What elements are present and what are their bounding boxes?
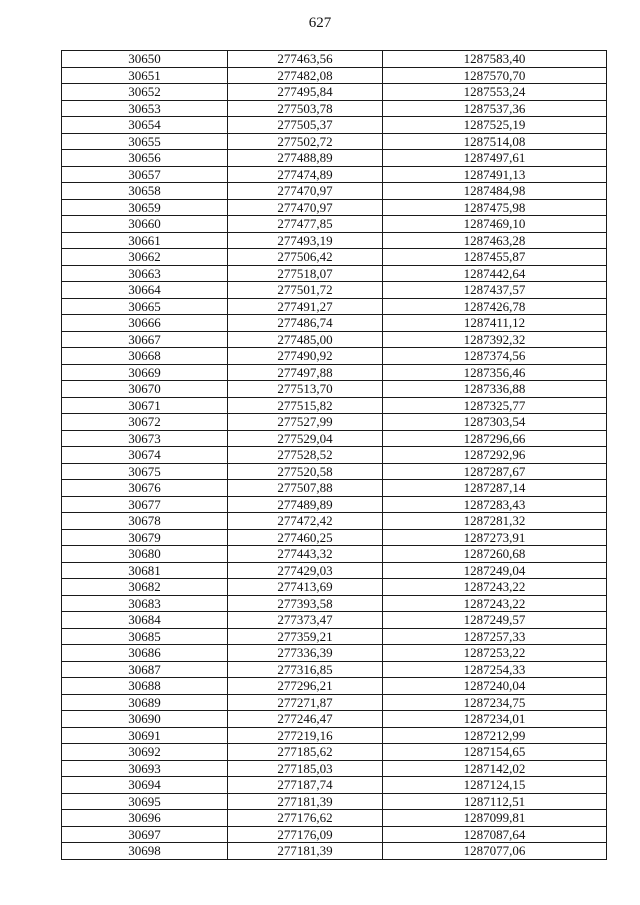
- table-row: [62, 529, 607, 546]
- coordinates-table-body: [62, 51, 607, 860]
- x-coordinate-cell: 277443,32: [228, 546, 383, 563]
- x-coordinate-cell: 277482,08: [228, 67, 383, 84]
- y-coordinate-cell: 1287283,43: [383, 496, 607, 513]
- x-coordinate-cell: 277477,85: [228, 216, 383, 233]
- x-coordinate-cell: 277502,72: [228, 133, 383, 150]
- x-coordinate-cell: 277491,27: [228, 298, 383, 315]
- table-row: [62, 645, 607, 662]
- y-coordinate-cell: 1287234,01: [383, 711, 607, 728]
- point-number-cell: 30667: [62, 331, 228, 348]
- x-coordinate-cell: 277518,07: [228, 265, 383, 282]
- x-coordinate-cell: 277485,00: [228, 331, 383, 348]
- y-coordinate-cell: 1287124,15: [383, 777, 607, 794]
- x-coordinate-cell: 277513,70: [228, 381, 383, 398]
- x-coordinate-cell: 277271,87: [228, 694, 383, 711]
- x-coordinate-cell: 277359,21: [228, 628, 383, 645]
- y-coordinate-cell: 1287154,65: [383, 744, 607, 761]
- y-coordinate-cell: 1287281,32: [383, 513, 607, 530]
- x-coordinate-cell: 277503,78: [228, 100, 383, 117]
- table-row: [62, 579, 607, 596]
- table-row: [62, 463, 607, 480]
- y-coordinate-cell: 1287287,14: [383, 480, 607, 497]
- x-coordinate-cell: 277187,74: [228, 777, 383, 794]
- table-row: [62, 298, 607, 315]
- y-coordinate-cell: 1287234,75: [383, 694, 607, 711]
- y-coordinate-cell: 1287292,96: [383, 447, 607, 464]
- coordinates-table: [61, 50, 607, 860]
- y-coordinate-cell: 1287240,04: [383, 678, 607, 695]
- point-number-cell: 30678: [62, 513, 228, 530]
- point-number-cell: 30665: [62, 298, 228, 315]
- table-row: [62, 777, 607, 794]
- y-coordinate-cell: 1287249,57: [383, 612, 607, 629]
- y-coordinate-cell: 1287087,64: [383, 826, 607, 843]
- y-coordinate-cell: 1287442,64: [383, 265, 607, 282]
- y-coordinate-cell: 1287253,22: [383, 645, 607, 662]
- point-number-cell: 30661: [62, 232, 228, 249]
- table-row: [62, 843, 607, 860]
- table-row: [62, 430, 607, 447]
- x-coordinate-cell: 277470,97: [228, 199, 383, 216]
- table-row: [62, 348, 607, 365]
- point-number-cell: 30651: [62, 67, 228, 84]
- y-coordinate-cell: 1287455,87: [383, 249, 607, 266]
- point-number-cell: 30676: [62, 480, 228, 497]
- table-row: [62, 711, 607, 728]
- table-row: [62, 447, 607, 464]
- table-row: [62, 826, 607, 843]
- point-number-cell: 30654: [62, 117, 228, 134]
- point-number-cell: 30691: [62, 727, 228, 744]
- page-number: 627: [308, 15, 332, 31]
- x-coordinate-cell: 277527,99: [228, 414, 383, 431]
- y-coordinate-cell: 1287273,91: [383, 529, 607, 546]
- table-row: [62, 397, 607, 414]
- table-row: [62, 595, 607, 612]
- table-row: [62, 315, 607, 332]
- y-coordinate-cell: 1287537,36: [383, 100, 607, 117]
- table-row: [62, 562, 607, 579]
- table-row: [62, 100, 607, 117]
- point-number-cell: 30689: [62, 694, 228, 711]
- table-row: [62, 67, 607, 84]
- point-number-cell: 30658: [62, 183, 228, 200]
- x-coordinate-cell: 277176,62: [228, 810, 383, 827]
- table-row: [62, 678, 607, 695]
- y-coordinate-cell: 1287260,68: [383, 546, 607, 563]
- point-number-cell: 30650: [62, 51, 228, 68]
- point-number-cell: 30692: [62, 744, 228, 761]
- point-number-cell: 30685: [62, 628, 228, 645]
- y-coordinate-cell: 1287411,12: [383, 315, 607, 332]
- y-coordinate-cell: 1287583,40: [383, 51, 607, 68]
- x-coordinate-cell: 277506,42: [228, 249, 383, 266]
- point-number-cell: 30659: [62, 199, 228, 216]
- y-coordinate-cell: 1287463,28: [383, 232, 607, 249]
- x-coordinate-cell: 277520,58: [228, 463, 383, 480]
- point-number-cell: 30681: [62, 562, 228, 579]
- x-coordinate-cell: 277429,03: [228, 562, 383, 579]
- y-coordinate-cell: 1287553,24: [383, 84, 607, 101]
- x-coordinate-cell: 277246,47: [228, 711, 383, 728]
- x-coordinate-cell: 277176,09: [228, 826, 383, 843]
- point-number-cell: 30693: [62, 760, 228, 777]
- point-number-cell: 30688: [62, 678, 228, 695]
- x-coordinate-cell: 277490,92: [228, 348, 383, 365]
- y-coordinate-cell: 1287303,54: [383, 414, 607, 431]
- y-coordinate-cell: 1287212,99: [383, 727, 607, 744]
- table-row: [62, 364, 607, 381]
- y-coordinate-cell: 1287491,13: [383, 166, 607, 183]
- point-number-cell: 30653: [62, 100, 228, 117]
- y-coordinate-cell: 1287077,06: [383, 843, 607, 860]
- x-coordinate-cell: 277373,47: [228, 612, 383, 629]
- x-coordinate-cell: 277336,39: [228, 645, 383, 662]
- table-row: [62, 414, 607, 431]
- x-coordinate-cell: 277497,88: [228, 364, 383, 381]
- table-row: [62, 661, 607, 678]
- table-row: [62, 727, 607, 744]
- point-number-cell: 30682: [62, 579, 228, 596]
- x-coordinate-cell: 277495,84: [228, 84, 383, 101]
- x-coordinate-cell: 277528,52: [228, 447, 383, 464]
- point-number-cell: 30683: [62, 595, 228, 612]
- y-coordinate-cell: 1287356,46: [383, 364, 607, 381]
- y-coordinate-cell: 1287325,77: [383, 397, 607, 414]
- x-coordinate-cell: 277488,89: [228, 150, 383, 167]
- y-coordinate-cell: 1287469,10: [383, 216, 607, 233]
- y-coordinate-cell: 1287243,22: [383, 579, 607, 596]
- point-number-cell: 30696: [62, 810, 228, 827]
- table-row: [62, 496, 607, 513]
- x-coordinate-cell: 277486,74: [228, 315, 383, 332]
- point-number-cell: 30679: [62, 529, 228, 546]
- table-row: [62, 133, 607, 150]
- x-coordinate-cell: 277181,39: [228, 843, 383, 860]
- point-number-cell: 30669: [62, 364, 228, 381]
- table-row: [62, 513, 607, 530]
- table-row: [62, 381, 607, 398]
- point-number-cell: 30671: [62, 397, 228, 414]
- x-coordinate-cell: 277474,89: [228, 166, 383, 183]
- x-coordinate-cell: 277515,82: [228, 397, 383, 414]
- x-coordinate-cell: 277472,42: [228, 513, 383, 530]
- y-coordinate-cell: 1287497,61: [383, 150, 607, 167]
- point-number-cell: 30664: [62, 282, 228, 299]
- y-coordinate-cell: 1287243,22: [383, 595, 607, 612]
- table-row: [62, 810, 607, 827]
- point-number-cell: 30672: [62, 414, 228, 431]
- table-row: [62, 628, 607, 645]
- table-row: [62, 265, 607, 282]
- point-number-cell: 30656: [62, 150, 228, 167]
- x-coordinate-cell: 277185,03: [228, 760, 383, 777]
- y-coordinate-cell: 1287142,02: [383, 760, 607, 777]
- table-row: [62, 331, 607, 348]
- x-coordinate-cell: 277507,88: [228, 480, 383, 497]
- y-coordinate-cell: 1287374,56: [383, 348, 607, 365]
- point-number-cell: 30673: [62, 430, 228, 447]
- table-row: [62, 166, 607, 183]
- y-coordinate-cell: 1287525,19: [383, 117, 607, 134]
- y-coordinate-cell: 1287296,66: [383, 430, 607, 447]
- point-number-cell: 30698: [62, 843, 228, 860]
- x-coordinate-cell: 277219,16: [228, 727, 383, 744]
- table-row: [62, 744, 607, 761]
- table-row: [62, 612, 607, 629]
- y-coordinate-cell: 1287254,33: [383, 661, 607, 678]
- table-row: [62, 282, 607, 299]
- point-number-cell: 30690: [62, 711, 228, 728]
- table-row: [62, 199, 607, 216]
- point-number-cell: 30652: [62, 84, 228, 101]
- table-row: [62, 183, 607, 200]
- x-coordinate-cell: 277501,72: [228, 282, 383, 299]
- table-row: [62, 249, 607, 266]
- x-coordinate-cell: 277489,89: [228, 496, 383, 513]
- y-coordinate-cell: 1287112,51: [383, 793, 607, 810]
- point-number-cell: 30680: [62, 546, 228, 563]
- x-coordinate-cell: 277185,62: [228, 744, 383, 761]
- table-row: [62, 150, 607, 167]
- y-coordinate-cell: 1287484,98: [383, 183, 607, 200]
- point-number-cell: 30657: [62, 166, 228, 183]
- point-number-cell: 30663: [62, 265, 228, 282]
- table-row: [62, 480, 607, 497]
- table-row: [62, 546, 607, 563]
- table-row: [62, 51, 607, 68]
- y-coordinate-cell: 1287249,04: [383, 562, 607, 579]
- point-number-cell: 30684: [62, 612, 228, 629]
- x-coordinate-cell: 277181,39: [228, 793, 383, 810]
- point-number-cell: 30668: [62, 348, 228, 365]
- point-number-cell: 30695: [62, 793, 228, 810]
- point-number-cell: 30674: [62, 447, 228, 464]
- point-number-cell: 30677: [62, 496, 228, 513]
- table-row: [62, 793, 607, 810]
- point-number-cell: 30675: [62, 463, 228, 480]
- x-coordinate-cell: 277296,21: [228, 678, 383, 695]
- y-coordinate-cell: 1287426,78: [383, 298, 607, 315]
- point-number-cell: 30670: [62, 381, 228, 398]
- point-number-cell: 30694: [62, 777, 228, 794]
- point-number-cell: 30697: [62, 826, 228, 843]
- y-coordinate-cell: 1287099,81: [383, 810, 607, 827]
- point-number-cell: 30662: [62, 249, 228, 266]
- y-coordinate-cell: 1287257,33: [383, 628, 607, 645]
- point-number-cell: 30660: [62, 216, 228, 233]
- y-coordinate-cell: 1287287,67: [383, 463, 607, 480]
- table-row: [62, 216, 607, 233]
- x-coordinate-cell: 277460,25: [228, 529, 383, 546]
- x-coordinate-cell: 277463,56: [228, 51, 383, 68]
- point-number-cell: 30666: [62, 315, 228, 332]
- x-coordinate-cell: 277470,97: [228, 183, 383, 200]
- x-coordinate-cell: 277529,04: [228, 430, 383, 447]
- table-row: [62, 84, 607, 101]
- x-coordinate-cell: 277393,58: [228, 595, 383, 612]
- point-number-cell: 30687: [62, 661, 228, 678]
- x-coordinate-cell: 277505,37: [228, 117, 383, 134]
- table-row: [62, 694, 607, 711]
- y-coordinate-cell: 1287392,32: [383, 331, 607, 348]
- y-coordinate-cell: 1287514,08: [383, 133, 607, 150]
- point-number-cell: 30686: [62, 645, 228, 662]
- x-coordinate-cell: 277493,19: [228, 232, 383, 249]
- point-number-cell: 30655: [62, 133, 228, 150]
- y-coordinate-cell: 1287336,88: [383, 381, 607, 398]
- y-coordinate-cell: 1287437,57: [383, 282, 607, 299]
- table-row: [62, 117, 607, 134]
- table-row: [62, 760, 607, 777]
- x-coordinate-cell: 277413,69: [228, 579, 383, 596]
- table-row: [62, 232, 607, 249]
- y-coordinate-cell: 1287475,98: [383, 199, 607, 216]
- y-coordinate-cell: 1287570,70: [383, 67, 607, 84]
- x-coordinate-cell: 277316,85: [228, 661, 383, 678]
